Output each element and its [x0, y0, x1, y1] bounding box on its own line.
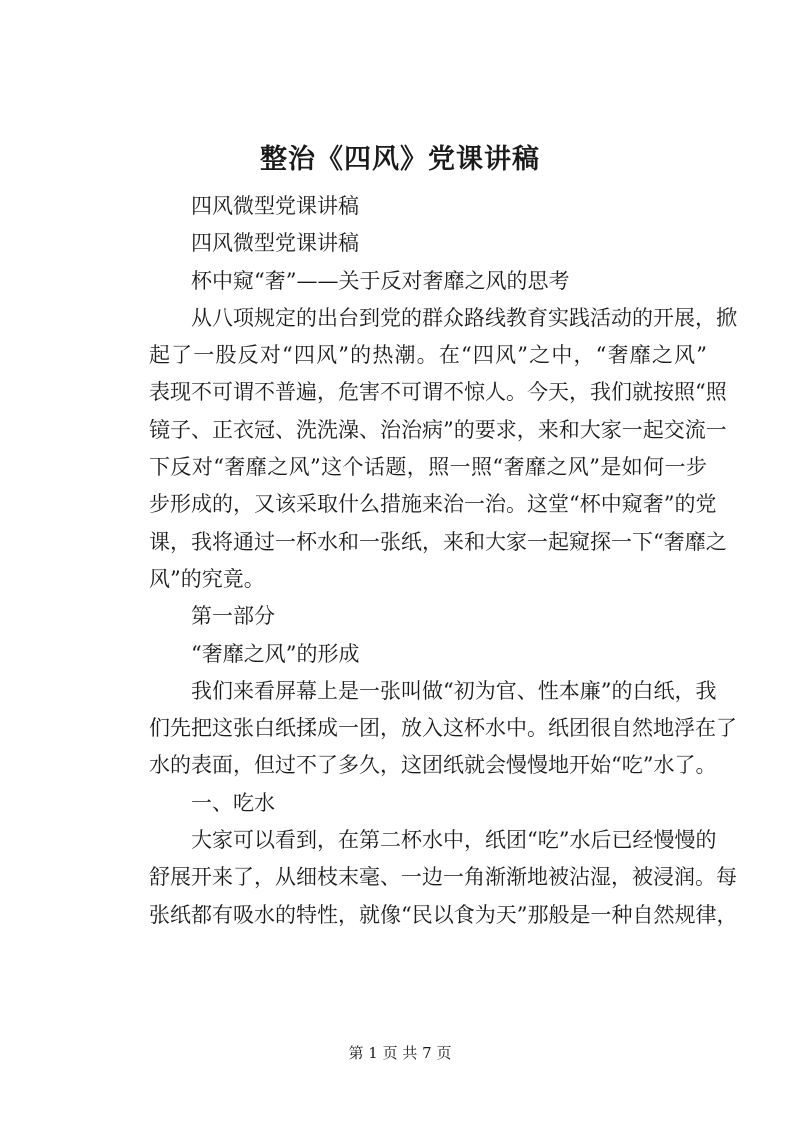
text-line: 下反对“奢靡之风”这个话题，照一照“奢靡之风”是如何一步 [149, 455, 707, 480]
paragraph [107, 673, 737, 785]
paragraph [107, 188, 707, 225]
text-line: 四风微型党课讲稿 [191, 231, 359, 256]
text-line: 从八项规定的出台到党的群众路线教育实践活动的开展，掀 [191, 305, 737, 330]
text-line: 舒展开来了，从细枝末毫、一边一角渐渐地被沾湿，被浸润。每 [149, 865, 737, 890]
text-line: 起了一股反对“四风”的热潮。在“四风”之中，“奢靡之风” [149, 343, 707, 368]
text-line: 我们来看屏幕上是一张叫做“初为官、性本廉”的白纸，我 [191, 678, 717, 703]
text-line: 张纸都有吸水的特性，就像“民以食为天”那般是一种自然规律， [149, 902, 738, 927]
document-body [107, 188, 738, 934]
text-line: 一、吃水 [191, 790, 275, 815]
text-line: 大家可以看到，在第二杯水中，纸团“吃”水后已经慢慢的 [191, 828, 717, 853]
text-line: 四风微型党课讲稿 [191, 194, 359, 218]
text-line: 水的表面，但过不了多久，这团纸就会慢慢地开始“吃”水了。 [149, 753, 717, 778]
text-line: 杯中窥“奢”——关于反对奢靡之风的思考 [191, 268, 570, 293]
paragraph [107, 636, 707, 673]
text-line: 风”的究竟。 [149, 566, 265, 591]
text-line: 第一部分 [191, 604, 275, 629]
text-line: “奢靡之风”的形成 [191, 641, 360, 666]
paragraph [107, 263, 707, 300]
document-title: 整治《四风》党课讲稿 [260, 144, 540, 175]
paragraph [107, 225, 707, 262]
paragraph [107, 598, 707, 635]
text-line: 们先把这张白纸揉成一团，放入这杯水中。纸团很自然地浮在了 [149, 716, 737, 741]
page-footer: 第 1 页 共 7 页 [348, 1044, 452, 1062]
paragraph [107, 785, 707, 822]
text-line: 表现不可谓不普遍，危害不可谓不惊人。今天，我们就按照“照 [149, 380, 727, 405]
paragraph [107, 822, 738, 934]
paragraph [107, 300, 737, 598]
text-line: 步形成的，又该采取什么措施来治一治。这堂“杯中窥奢”的党 [149, 492, 717, 517]
text-line: 课，我将通过一杯水和一张纸，来和大家一起窥探一下“奢靡之 [149, 529, 727, 554]
text-line: 镜子、正衣冠、洗洗澡、治治病”的要求，来和大家一起交流一 [149, 417, 727, 442]
